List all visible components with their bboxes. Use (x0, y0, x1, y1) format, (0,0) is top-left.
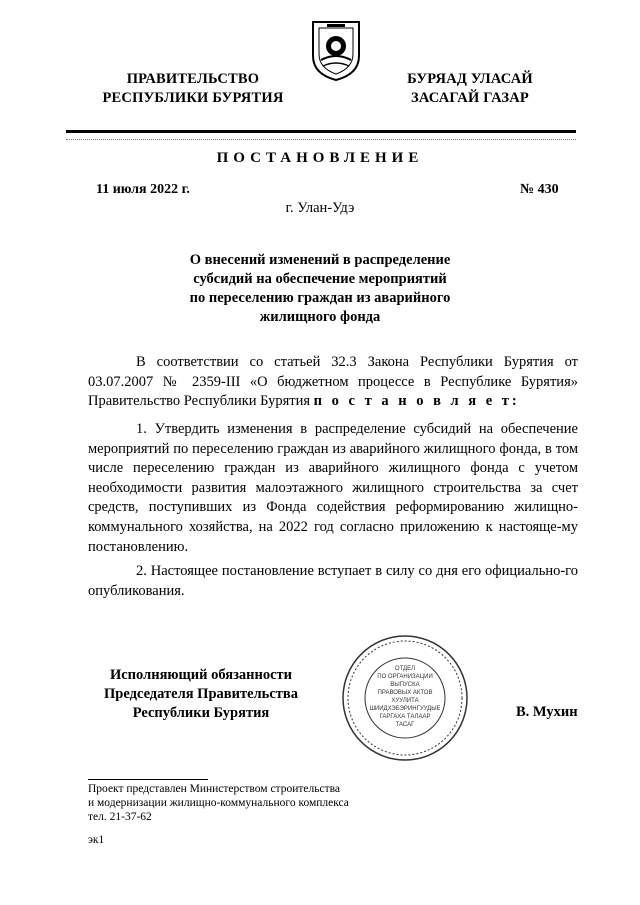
footer-rule (88, 779, 208, 780)
preamble-text: В соответствии со статьей 32.3 Закона Республики Бурятия от 03.07.2007 № 2359-III «О бюджетном процессе в Республике Бурятия» Правительство Республики Бурятия (88, 354, 578, 410)
header-right (370, 70, 570, 108)
title-line: О внесений изменений в распределение (189, 252, 451, 268)
header-divider-dotted (66, 139, 576, 140)
emblem-icon (305, 16, 367, 82)
title-line: жилищного фонда (259, 309, 381, 325)
decree-word: п о с т а н о в л я е т: (313, 393, 520, 410)
signature-line1: Исполняющий обязанности (109, 667, 293, 683)
stamp-center (365, 665, 445, 729)
doc-city: г. Улан-Удэ (285, 200, 355, 216)
signature-line2: Председателя Правительства (104, 686, 298, 702)
stamp-line: ОТДЕЛ (394, 666, 416, 672)
title-line: субсидий на обеспечение мероприятий (193, 271, 447, 287)
header-left-line1: ПРАВИТЕЛЬСТВО (126, 71, 260, 87)
footer-line2: и модернизации жилищно-коммунального комплекса (88, 797, 349, 809)
stamp-line: ХУУЛИТА (391, 698, 419, 704)
signer-name: В. Мухин (516, 704, 578, 720)
stamp-line: ВЫПУСКА (390, 682, 420, 688)
preamble (88, 353, 578, 412)
footer-line3: тел. 21-37-62 (88, 811, 152, 823)
doc-type: ПОСТАНОВЛЕНИЕ (216, 150, 424, 166)
title-line: по переселению граждан из аварийного (189, 290, 451, 306)
header-left (78, 70, 308, 108)
official-stamp (340, 633, 470, 763)
stamp-line: ПО ОРГАНИЗАЦИИ (377, 674, 433, 680)
doc-title (150, 251, 490, 327)
stamp-line: ПРАВОВЫХ АКТОВ (377, 690, 433, 696)
stamp-line: ГАРГАХА ТАЛААР (379, 714, 431, 720)
doc-number: № 430 (520, 182, 559, 197)
header-right-line1: БУРЯАД УЛАСАЙ (407, 71, 533, 87)
doc-date: 11 июля 2022 г. (96, 182, 190, 197)
paragraph-2: 2. Настоящее постановление вступает в силу со дня его официально-го опубликования. (88, 563, 578, 599)
stamp-line: ШИИДХЭБЭРИНГУУДЫЕ (369, 706, 441, 712)
stamp-line: ТАСАГ (395, 722, 415, 728)
header-divider (66, 130, 576, 133)
signature-line3: Республики Бурятия (132, 705, 270, 721)
paragraph-1: 1. Утвердить изменения в распределение субсидий на обеспечение мероприятий по переселению граждан из аварийного жилищного фонда, в том числе переселению граждан из аварийного жилищного фонда с учетом необходимости развития малоэтажного жилищного строительства за счет средств, поступивших из Фонда содействия реформированию жилищно-коммунального хозяйства, на 2022 год согласно приложению к настояще-му постановлению. (88, 421, 578, 555)
signature-block (86, 666, 316, 723)
footer-code: эк1 (88, 834, 105, 846)
header-right-line2: ЗАСАГАЙ ГАЗАР (411, 90, 529, 106)
header-left-line2: РЕСПУБЛИКИ БУРЯТИЯ (102, 90, 284, 106)
footer-note (88, 782, 448, 824)
footer-line1: Проект представлен Министерством строительства (88, 783, 341, 795)
